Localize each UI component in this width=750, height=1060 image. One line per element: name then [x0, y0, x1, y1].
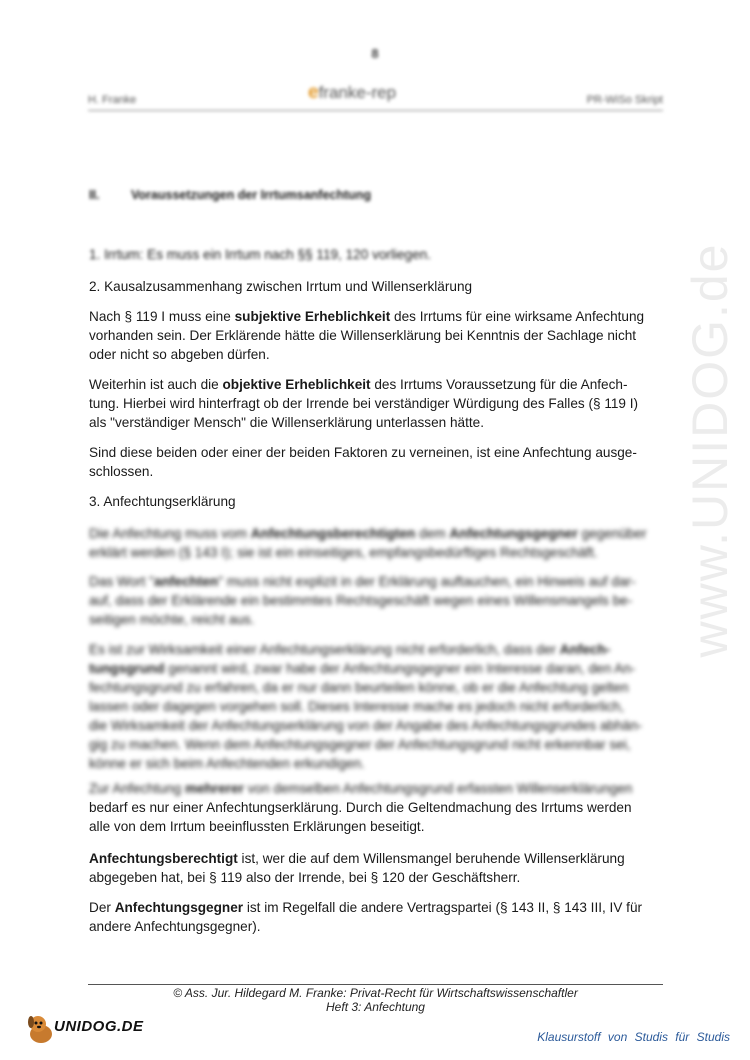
section-heading	[89, 186, 664, 205]
paragraph-wort-anfechten: Das Wort "anfechten" muss nicht explizit in der Erklärung auftauchen, ein Hinweis auf dar- auf, dass der Erklärende ein bestimmtes Rechtsgeschäft wegen eines Willensmangels be- seitigen möchte, reicht aus.	[89, 574, 636, 627]
paragraph-anfechtungsgrund: Es ist zur Wirksamkeit einer Anfechtungserklärung nicht erforderlich, dass der Anfech- tungsgrund genannt wird, zwar habe der Anfechtungsgegner ein Interesse daran, den An- fechtungsgrund zu erfahren, da er nur dann beurteilen könne, ob er die Anfechtung gelten lassen oder dagegen vorgehen soll. Dieses Interesse mache es jedoch nicht erforderlich, die Wirksamkeit der Anfechtungserklärung von der Angabe des Anfechtungsgrundes abhän- gig zu machen. Wenn dem Anfechtungsgegner der Anfechtungsgrund nicht erkennbar sei, könne er sich beim Anfechtenden erkundigen.	[89, 642, 643, 771]
page-footer	[88, 986, 663, 1014]
paragraph-anfechtungserklaerung: 3. Anfechtungserklärung	[89, 494, 236, 509]
paragraph-irrtum: 1. Irrtum: Es muss ein Irrtum nach §§ 119, 120 vorliegen.	[89, 247, 432, 262]
logo-text: franke-rep	[318, 83, 397, 102]
paragraph-anfechtungsgegner: Der Anfechtungsgegner ist im Regelfall die andere Vertragspartei (§ 143 II, § 143 III, IV für andere Anfechtungsgegner).	[89, 900, 643, 934]
paragraph-anfechtungsberechtigt: Anfechtungsberechtigt ist, wer die auf dem Willensmangel beruhende Willenserklärung abgegeben hat, bei § 119 also der Irrende, bei § 120 der Geschäftsherr.	[89, 851, 625, 885]
header-title: PR-WiSo Skript	[586, 94, 663, 106]
logo-e-mark: e	[308, 82, 319, 103]
footer-copyright: © Ass. Jur. Hildegard M. Franke: Privat-Recht für Wirtschaftswissenschaftler	[173, 986, 578, 1000]
paragraph-kausalzusammenhang: 2. Kausalzusammenhang zwischen Irrtum und Willenserklärung	[89, 279, 473, 294]
unidog-brand-text: UNIDOG.DE	[54, 1018, 144, 1035]
dog-icon	[24, 1012, 58, 1046]
header-author: H. Franke	[88, 94, 137, 106]
paragraph-verneinung: Sind diese beiden oder einer der beiden Faktoren zu verneinen, ist eine Anfechtung ausge- schlossen.	[89, 445, 637, 479]
franke-rep-logo	[308, 82, 396, 104]
watermark: www.UNIDOG.de	[682, 242, 738, 658]
paragraph-mehrere-erklaerungen: Zur Anfechtung mehrerer von demselben Anfechtungsgrund erfassten Willenserklärungen bedarf es nur einer Anfechtungserklärung. Durch die Geltendmachung des Irrtums werden alle von dem Irrtum beeinflussten Erklärungen beseitigt.	[89, 781, 633, 834]
section-title: Voraussetzungen der Irrtumsanfechtung	[131, 188, 372, 202]
page-number: 8	[371, 46, 379, 61]
paragraph-objektive-erheblichkeit: Weiterhin ist auch die objektive Erheblichkeit des Irrtums Voraussetzung für die Anfech- tung. Hierbei wird hinterfragt ob der Irrende bei verständiger Würdigung des Falles (§ 119 I) als "verständiger Mensch" die Willenserklärung unterlassen hätte.	[89, 377, 639, 430]
tagline: Klausurstoff von Studis für Studis	[537, 1030, 730, 1044]
section-number: II.	[89, 188, 100, 202]
page-header	[88, 80, 663, 111]
paragraph-subjektive-erheblichkeit: Nach § 119 I muss eine subjektive Erheblichkeit des Irrtums für eine wirksame Anfechtung vorhanden sein. Der Erklärende hätte die Willenserklärung bei Kenntnis der Sachlage nicht oder nicht so abgeben dürfen.	[89, 309, 645, 362]
paragraph-anfechtung-gegenueber: Die Anfechtung muss vom Anfechtungsberechtigten dem Anfechtungsgegner gegenüber erklärt werden (§ 143 I); sie ist ein einseitiges, empfangsbedürftiges Rechtsgeschäft.	[89, 526, 647, 560]
footer-divider	[88, 984, 663, 985]
unidog-logo	[24, 1012, 154, 1046]
footer-booklet: Heft 3: Anfechtung	[326, 1000, 425, 1014]
